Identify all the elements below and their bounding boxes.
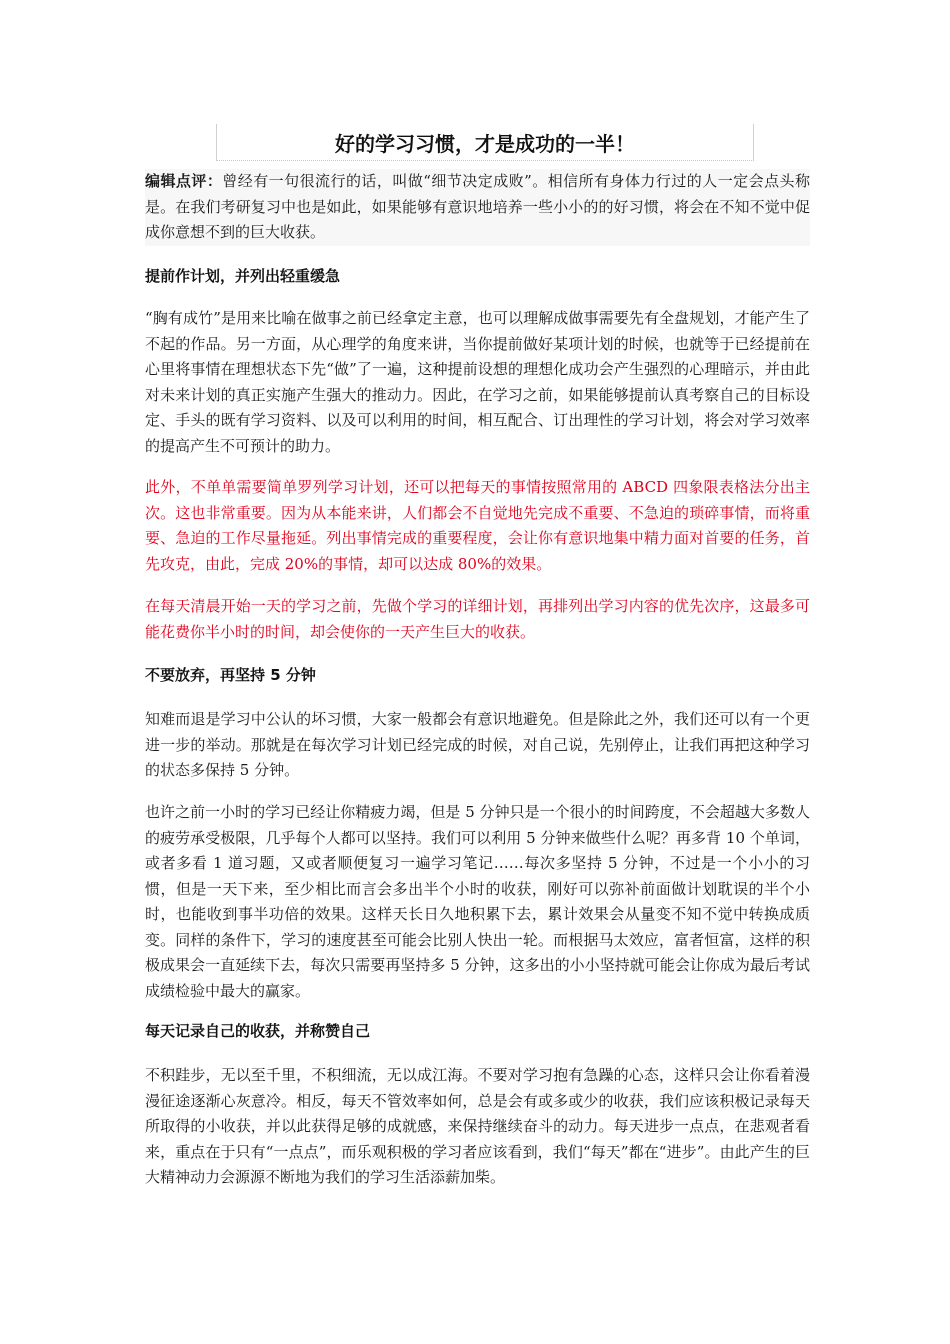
section-heading-persist: 不要放弃，再坚持 5 分钟 bbox=[145, 666, 316, 684]
editor-note-label: 编辑点评： bbox=[145, 172, 223, 190]
section-heading-record: 每天记录自己的收获，并称赞自己 bbox=[145, 1022, 371, 1040]
title-box bbox=[216, 124, 754, 161]
section-heading-plan: 提前作计划，并列出轻重缓急 bbox=[145, 267, 341, 285]
page-title: 好的学习习惯，才是成功的一半！ bbox=[335, 131, 635, 156]
paragraph-persist-2: 也许之前一小时的学习已经让你精疲力竭，但是 5 分钟只是一个很小的时间跨度，不会超越大多数人的疲劳承受极限，几乎每个人都可以坚持。我们可以利用 5 分钟来做些什么呢？再多背 10 个单词，或者多看 1 道习题，又或者顺便复习一遍学习笔记……每次多坚持 5 分钟，不过是一个小小的习惯，但是一天下来，至少相比而言会多出半个小时的收获，刚好可以弥补前面做计划耽误的半个小时，也能收到事半功倍的效果。这样天长日久地积累下去，累计效果会从量变不知不觉中转换成质变。同样的条件下，学习的速度甚至可能会比别人快出一轮。而根据马太效应，富者恒富，这样的积极成果会一直延续下去，每次只需要再坚持多 5 分钟，这多出的小小坚持就可能会让你成为最后考试成绩检验中最大的赢家。 bbox=[145, 803, 810, 1000]
paragraph-record-1: 不积跬步，无以至千里，不积细流，无以成江海。不要对学习抱有急躁的心态，这样只会让你看着漫漫征途逐渐心灰意冷。相反，每天不管效率如何，总是会有或多或少的收获，我们应该积极记录每天所取得的小收获，并以此获得足够的成就感，来保持继续奋斗的动力。每天进步一点点，在悲观者看来，重点在于只有“一点点”，而乐观积极的学习者应该看到，我们“每天”都在“进步”。由此产生的巨大精神动力会源源不断地为我们的学习生活添薪加柴。 bbox=[145, 1066, 810, 1186]
paragraph-persist-1: 知难而退是学习中公认的坏习惯，大家一般都会有意识地避免。但是除此之外，我们还可以有一个更进一步的举动。那就是在每次学习计划已经完成的时候，对自己说，先别停止，让我们再把这种学习的状态多保持 5 分钟。 bbox=[145, 710, 810, 779]
paragraph-plan-2-highlight: 此外，不单单需要简单罗列学习计划，还可以把每天的事情按照常用的 ABCD 四象限表格法分出主次。这也非常重要。因为从本能来讲，人们都会不自觉地先完成不重要、不急迫的琐碎事情，而将重要、急迫的工作尽量拖延。列出事情完成的重要程度，会让你有意识地集中精力面对首要的任务，首先攻克，由此，完成 20%的事情，却可以达成 80%的效果。 bbox=[145, 478, 810, 573]
editor-note bbox=[145, 169, 810, 246]
paragraph-plan-1: “胸有成竹”是用来比喻在做事之前已经拿定主意，也可以理解成做事需要先有全盘规划，才能产生了不起的作品。另一方面，从心理学的角度来讲，当你提前做好某项计划的时候，也就等于已经提前在心里将事情在理想状态下先“做”了一遍，这种提前设想的理想化成功会产生强烈的心理暗示，并由此对未来计划的真正实施产生强大的推动力。因此，在学习之前，如果能够提前认真考察自己的目标设定、手头的既有学习资料、以及可以利用的时间，相互配合、订出理性的学习计划，将会对学习效率的提高产生不可预计的助力。 bbox=[145, 309, 810, 455]
editor-note-text: 曾经有一句很流行的话，叫做“细节决定成败”。相信所有身体力行过的人一定会点头称是。在我们考研复习中也是如此，如果能够有意识地培养一些小小的的好习惯，将会在不知不觉中促成你意想不到的巨大收获。 bbox=[145, 172, 810, 241]
paragraph-plan-3-highlight: 在每天清晨开始一天的学习之前，先做个学习的详细计划，再排列出学习内容的优先次序，这最多可能花费你半小时的时间，却会使你的一天产生巨大的收获。 bbox=[145, 597, 810, 641]
